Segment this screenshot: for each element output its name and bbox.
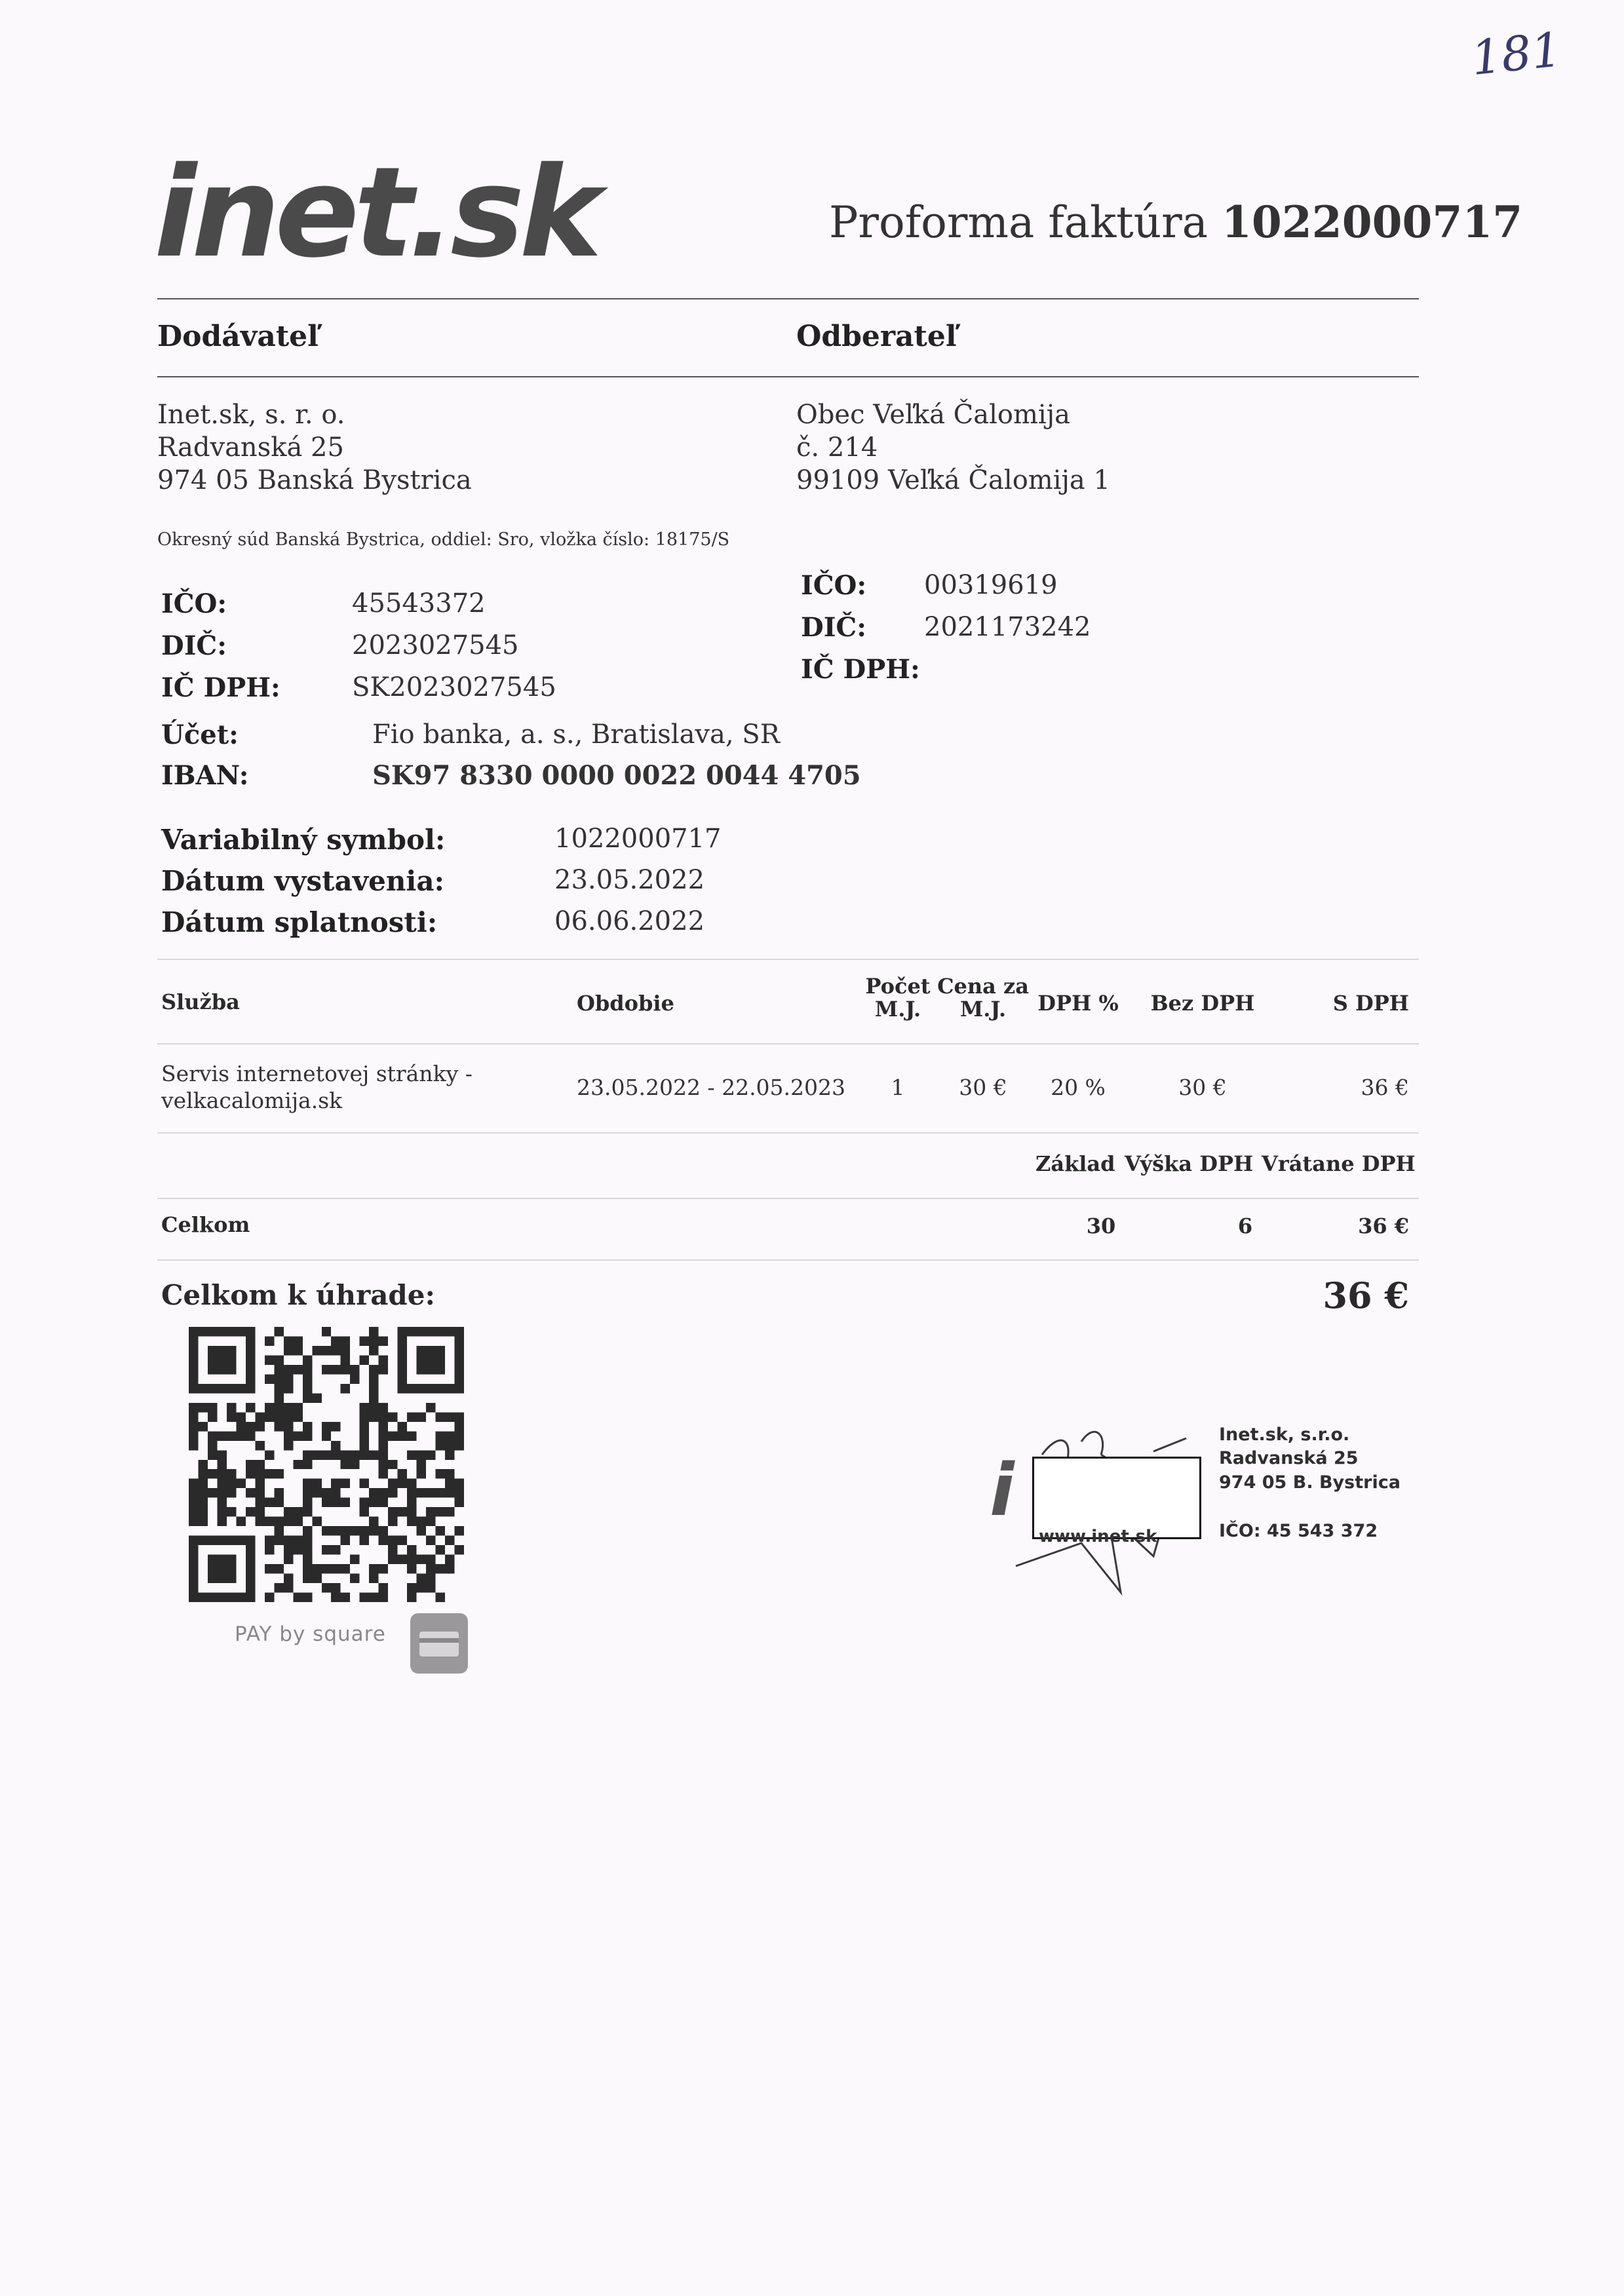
- divider-top: [157, 298, 1419, 299]
- stamp-line4: IČO: 45 543 372: [1219, 1521, 1378, 1542]
- supplier-street: Radvanská 25: [157, 432, 344, 463]
- variable-symbol: 1022000717: [554, 824, 722, 854]
- total-incl: 36 €: [1358, 1214, 1409, 1238]
- handwritten-page-note: 181: [1468, 22, 1564, 86]
- qr-code: [189, 1327, 464, 1602]
- customer-dic-label: DIČ:: [801, 612, 866, 643]
- row-vat: 20 %: [1051, 1075, 1106, 1100]
- col-period-header: Obdobie: [577, 991, 674, 1016]
- supplier-ico-label: IČO:: [161, 588, 227, 619]
- supplier-icdph: SK2023027545: [352, 672, 556, 702]
- col-price-header: [934, 975, 1032, 1021]
- amount-due-value: 36 €: [1323, 1274, 1409, 1316]
- iban-label: IBAN:: [161, 760, 249, 791]
- amount-due-label: Celkom k úhrade:: [161, 1279, 436, 1311]
- iban-value: SK97 8330 0000 0022 0044 4705: [372, 760, 861, 791]
- total-base: 30: [1086, 1214, 1116, 1238]
- col-qty-header-line1: Počet: [865, 974, 931, 999]
- stamp-logo-fragment: i: [990, 1448, 1015, 1532]
- stamp-line3: 974 05 B. Bystrica: [1219, 1472, 1401, 1493]
- company-stamp: [983, 1415, 1416, 1612]
- customer-ico: 00319619: [924, 570, 1058, 600]
- total-vat: 6: [1237, 1214, 1253, 1238]
- customer-heading: Odberateľ: [796, 320, 957, 353]
- divider-summary: [157, 1198, 1419, 1199]
- stamp-web: www.inet.sk: [1039, 1527, 1157, 1546]
- row-qty: 1: [891, 1075, 905, 1100]
- supplier-ico: 45543372: [352, 588, 486, 619]
- col-qty-header-line2: M.J.: [874, 997, 921, 1022]
- variable-symbol-label: Variabilný symbol:: [161, 824, 446, 856]
- customer-dic: 2021173242: [924, 612, 1091, 642]
- logo-text: inet.sk: [154, 140, 597, 285]
- divider-table-top: [157, 959, 1419, 960]
- due-date-label: Dátum splatnosti:: [161, 906, 438, 938]
- supplier-heading: Dodávateľ: [157, 320, 319, 353]
- pay-by-square-badge: [235, 1613, 471, 1679]
- court-registration: Okresný súd Banská Bystrica, oddiel: Sro, vložka číslo: 18175/S: [157, 529, 730, 550]
- total-label: Celkom: [161, 1212, 250, 1237]
- divider-table-header: [157, 1043, 1419, 1044]
- customer-ico-label: IČO:: [801, 570, 867, 601]
- col-service-header: Služba: [161, 989, 240, 1014]
- col-qty-header: [852, 975, 944, 1021]
- account-label: Účet:: [161, 719, 239, 750]
- summary-vat-header: Výška DPH: [1125, 1151, 1254, 1176]
- stamp-line1: Inet.sk, s.r.o.: [1219, 1425, 1350, 1445]
- stamp-line2: Radvanská 25: [1219, 1448, 1359, 1469]
- col-price-header-line1: Cena za: [937, 974, 1029, 999]
- stamp-text: [1219, 1423, 1401, 1544]
- issue-date: 23.05.2022: [554, 865, 705, 895]
- row-gross: 36 €: [1361, 1075, 1409, 1100]
- divider-table-bottom: [157, 1132, 1419, 1134]
- col-vat-header: DPH %: [1037, 991, 1119, 1016]
- supplier-city: 974 05 Banská Bystrica: [157, 465, 472, 495]
- customer-name: Obec Veľká Čalomija: [796, 400, 1070, 430]
- row-service-line2: velkacalomija.sk: [161, 1088, 343, 1114]
- title-prefix: Proforma faktúra: [829, 197, 1208, 248]
- company-logo: [154, 140, 597, 285]
- divider-total: [157, 1259, 1419, 1261]
- divider-headings: [157, 376, 1419, 377]
- col-price-header-line2: M.J.: [959, 997, 1007, 1022]
- document-title: [829, 197, 1522, 248]
- row-price: 30 €: [959, 1075, 1007, 1100]
- summary-incl-header: Vrátane DPH: [1262, 1151, 1416, 1176]
- supplier-name: Inet.sk, s. r. o.: [157, 400, 345, 430]
- supplier-dic: 2023027545: [352, 630, 519, 660]
- issue-date-label: Dátum vystavenia:: [161, 865, 445, 897]
- invoice-number: 1022000717: [1222, 197, 1523, 248]
- supplier-icdph-label: IČ DPH:: [161, 672, 280, 703]
- customer-street: č. 214: [796, 432, 878, 463]
- due-date: 06.06.2022: [554, 906, 705, 936]
- col-net-header: Bez DPH: [1150, 991, 1255, 1016]
- supplier-dic-label: DIČ:: [161, 630, 227, 661]
- account-value: Fio banka, a. s., Bratislava, SR: [372, 719, 780, 750]
- row-service: [161, 1060, 473, 1115]
- summary-base-header: Základ: [1035, 1151, 1115, 1176]
- row-period: 23.05.2022 - 22.05.2023: [577, 1075, 846, 1100]
- row-net: 30 €: [1178, 1075, 1227, 1100]
- row-service-line1: Servis internetovej stránky -: [161, 1061, 473, 1086]
- col-gross-header: S DPH: [1332, 991, 1409, 1016]
- card-icon: [410, 1613, 468, 1674]
- pay-by-square-caption: PAY by square: [235, 1622, 386, 1646]
- customer-city: 99109 Veľká Čalomija 1: [796, 465, 1110, 495]
- customer-icdph-label: IČ DPH:: [801, 654, 920, 685]
